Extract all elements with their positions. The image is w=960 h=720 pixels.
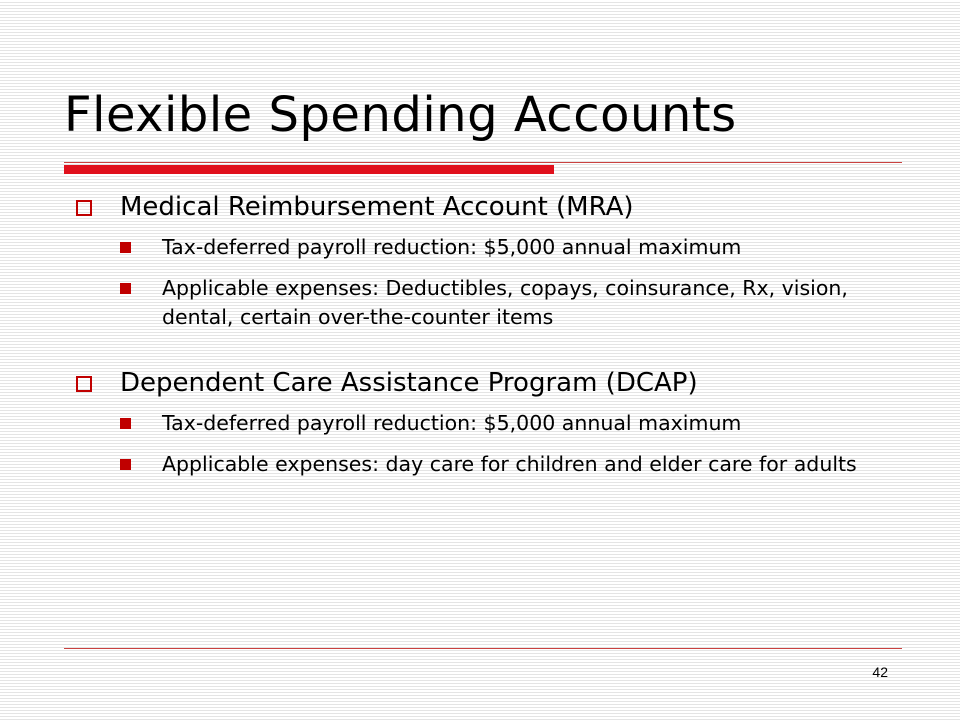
section-heading: Dependent Care Assistance Program (DCAP) [120, 368, 698, 399]
list-item [72, 274, 862, 331]
list-item [72, 409, 862, 438]
bullet-text: Applicable expenses: day care for children and elder care for adults [162, 452, 857, 477]
title-underline-rule [64, 162, 902, 163]
section-heading: Medical Reimbursement Account (MRA) [120, 192, 634, 222]
bullet-text: Tax-deferred payroll reduction: $5,000 annual maximum [162, 411, 742, 436]
hollow-square-bullet-icon [76, 376, 92, 392]
filled-square-bullet-icon [120, 459, 131, 470]
section-mra [72, 192, 862, 223]
footer-rule [64, 648, 902, 649]
page-number: 42 [872, 664, 888, 680]
filled-square-bullet-icon [120, 242, 131, 253]
filled-square-bullet-icon [120, 283, 131, 294]
slide-content [72, 192, 862, 491]
list-item [72, 450, 862, 479]
bullet-text: Applicable expenses: Deductibles, copays, coinsurance, Rx, vision, dental, certain over-the-counter items [162, 275, 848, 329]
section-dcap [72, 368, 862, 399]
list-item [72, 233, 862, 262]
hollow-square-bullet-icon [76, 200, 92, 216]
title-accent-bar [64, 165, 554, 174]
filled-square-bullet-icon [120, 418, 131, 429]
slide-title: Flexible Spending Accounts [64, 87, 737, 143]
bullet-text: Tax-deferred payroll reduction: $5,000 annual maximum [162, 235, 742, 260]
